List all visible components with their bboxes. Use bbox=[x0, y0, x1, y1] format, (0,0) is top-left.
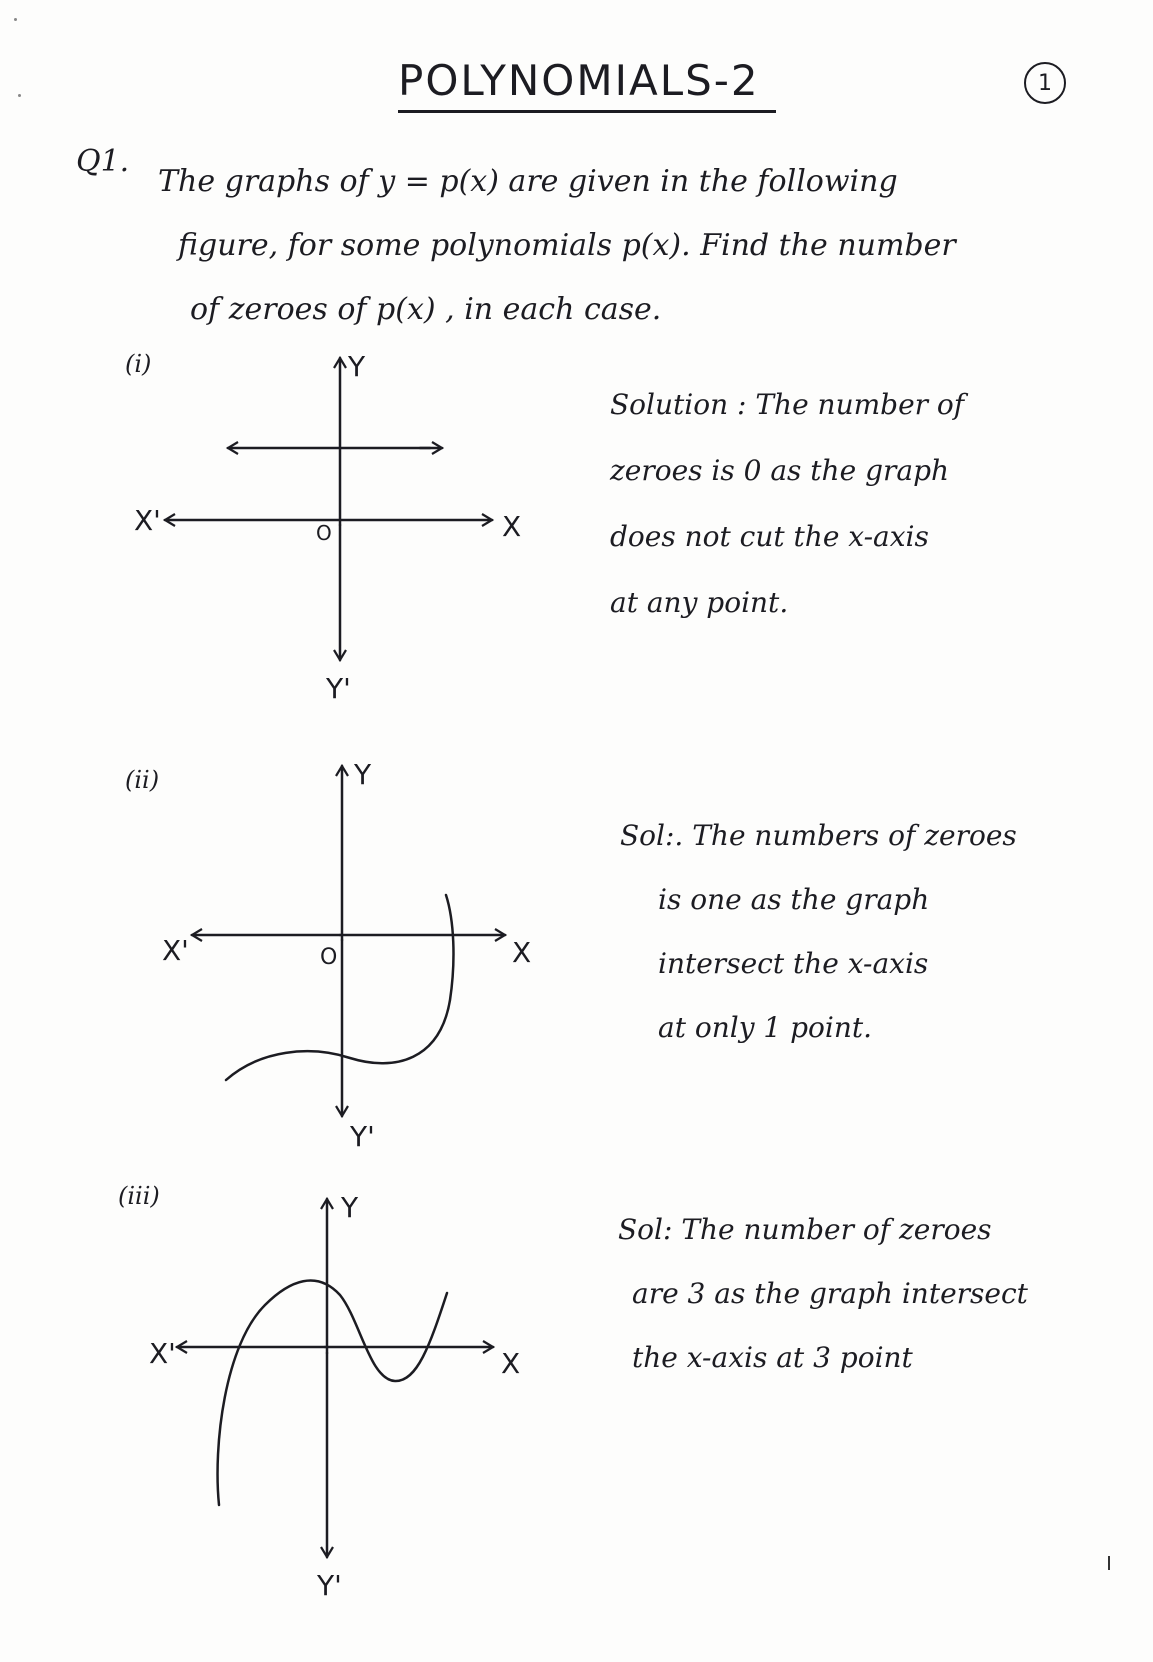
cubic-curve bbox=[218, 1281, 447, 1505]
graph-ii bbox=[160, 760, 540, 1160]
solution-iii bbox=[618, 1198, 1028, 1390]
x-axis-label: X bbox=[512, 936, 532, 969]
question-line: figure, for some polynomials p(x). Find the number bbox=[178, 228, 956, 263]
title-underline bbox=[398, 110, 776, 113]
y-prime-axis-label: Y' bbox=[326, 672, 351, 705]
page-number-badge: 1 bbox=[1024, 62, 1066, 104]
solution-line: Sol:. The numbers of zeroes bbox=[620, 819, 1017, 852]
origin-label: O bbox=[320, 945, 338, 970]
x-prime-axis-label: X' bbox=[134, 504, 161, 537]
question-number: Q1. bbox=[76, 144, 130, 179]
x-prime-axis-label: X' bbox=[149, 1337, 176, 1370]
solution-ii bbox=[620, 804, 1017, 1060]
part-label-i: (i) bbox=[125, 350, 152, 378]
solution-line: are 3 as the graph intersect bbox=[632, 1277, 1028, 1310]
graph-iii bbox=[145, 1185, 525, 1605]
solution-line: zeroes is 0 as the graph bbox=[610, 454, 950, 487]
page-speck bbox=[18, 94, 21, 97]
x-axis-label: X bbox=[501, 1347, 521, 1380]
solution-line: intersect the x-axis bbox=[658, 947, 929, 980]
solution-line: the x-axis at 3 point bbox=[632, 1341, 913, 1374]
x-prime-axis-label: X' bbox=[162, 934, 189, 967]
page-tick-mark bbox=[1108, 1556, 1110, 1570]
graph-i bbox=[130, 350, 530, 710]
solution-line: at any point. bbox=[610, 586, 789, 619]
solution-line: does not cut the x-axis bbox=[610, 520, 929, 553]
part-label-ii: (ii) bbox=[125, 766, 160, 794]
cubic-curve bbox=[226, 895, 453, 1080]
part-label-iii: (iii) bbox=[118, 1182, 160, 1210]
y-axis-label: Y bbox=[354, 760, 372, 791]
y-prime-axis-label: Y' bbox=[350, 1120, 375, 1153]
question-line: The graphs of y = p(x) are given in the following bbox=[158, 164, 898, 199]
y-axis-label: Y bbox=[341, 1191, 359, 1224]
solution-line: Sol: The number of zeroes bbox=[618, 1213, 992, 1246]
x-axis-label: X bbox=[502, 510, 522, 543]
y-axis-label: Y bbox=[348, 350, 366, 383]
origin-label: O bbox=[316, 521, 332, 545]
y-prime-axis-label: Y' bbox=[317, 1569, 342, 1602]
question-line: of zeroes of p(x) , in each case. bbox=[190, 292, 662, 327]
solution-line: at only 1 point. bbox=[658, 1011, 873, 1044]
solution-line: is one as the graph bbox=[658, 883, 930, 916]
page-title: POLYNOMIALS-2 bbox=[398, 56, 760, 105]
solution-i bbox=[610, 372, 964, 636]
page-speck bbox=[14, 18, 17, 21]
solution-line: Solution : The number of bbox=[610, 388, 965, 421]
